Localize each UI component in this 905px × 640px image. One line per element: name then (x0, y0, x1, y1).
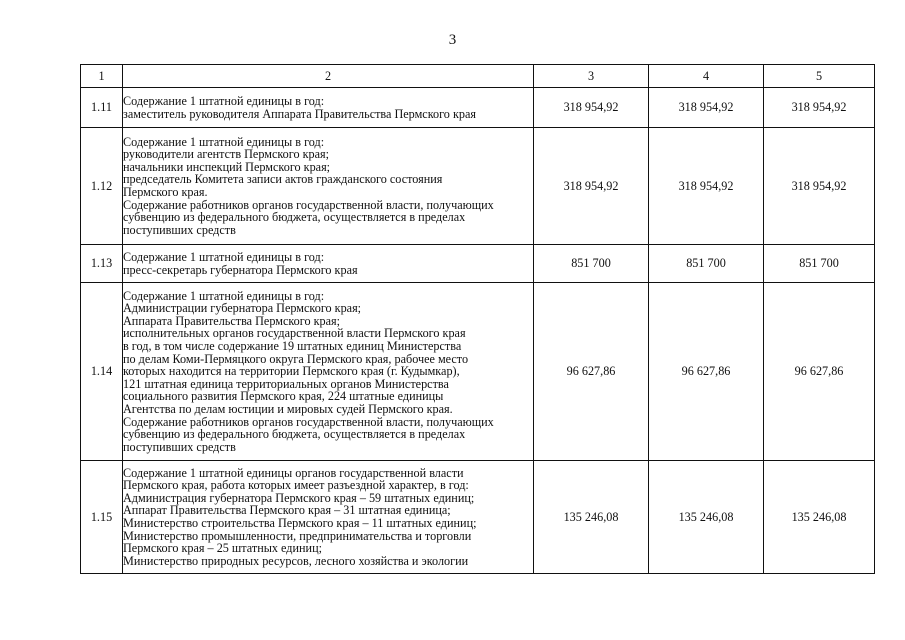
table-row (81, 283, 875, 461)
header-cell-5: 5 (764, 65, 875, 88)
description-line: 121 штатная единица территориальных органов Министерства (123, 376, 449, 391)
amount-col-3: 135 246,08 (534, 461, 649, 574)
description-line: Министерство промышленности, предпринимательства и торговли (123, 528, 472, 543)
description-line: Аппарат Правительства Пермского края – 31 штатная единица; (123, 503, 451, 518)
description-line: Администрации губернатора Пермского края; (123, 301, 362, 316)
description-line: начальники инспекций Пермского края; (123, 159, 331, 174)
row-description (123, 245, 534, 283)
amount-col-5: 135 246,08 (764, 461, 875, 574)
page-number: 3 (448, 32, 457, 48)
amount-col-3: 851 700 (534, 245, 649, 283)
description-line: Содержание работников органов государственной власти, получающих (123, 414, 494, 429)
description-line: Аппарата Правительства Пермского края; (123, 313, 341, 328)
row-number: 1.14 (81, 283, 123, 461)
amount-col-4: 96 627,86 (649, 283, 764, 461)
amount-col-5: 851 700 (764, 245, 875, 283)
description-line: Агентства по делам юстиции и мировых судей Пермского края. (123, 401, 453, 416)
description-line: Пермского края, работа которых имеет разъездной характер, в год: (123, 478, 469, 493)
amount-col-5: 318 954,92 (764, 128, 875, 245)
table-row (81, 245, 875, 283)
table-header-row (81, 65, 875, 88)
amount-col-4: 851 700 (649, 245, 764, 283)
header-cell-1: 1 (81, 65, 123, 88)
description-line: Администрация губернатора Пермского края – 59 штатных единиц; (123, 490, 475, 505)
amount-col-4: 318 954,92 (649, 128, 764, 245)
description-line: Содержание работников органов государственной власти, получающих (123, 197, 494, 212)
description-line: Министерство строительства Пермского края – 11 штатных единиц; (123, 516, 477, 530)
amount-col-5: 318 954,92 (764, 88, 875, 128)
description-line: социального развития Пермского края, 224 штатные единицы (123, 389, 444, 404)
description-line: которых находится на территории Пермского края (г. Кудымкар), (123, 364, 460, 379)
description-line: председатель Комитета записи актов гражданского состояния (123, 172, 443, 187)
description-line: по делам Коми-Пермяцкого округа Пермского края, рабочее место (123, 351, 469, 366)
header-cell-3: 3 (534, 65, 649, 88)
description-line: Пермского края – 25 штатных единиц; (123, 541, 322, 556)
row-number: 1.11 (81, 88, 123, 128)
description-line: руководители агентств Пермского края; (123, 147, 330, 162)
description-line: субвенцию из федерального бюджета, осуществляется в пределах (123, 210, 466, 225)
row-number: 1.15 (81, 461, 123, 574)
amount-col-5: 96 627,86 (764, 283, 875, 461)
description-line: поступивших средств (123, 222, 236, 237)
amount-col-3: 318 954,92 (534, 128, 649, 245)
header-cell-2: 2 (123, 65, 534, 88)
description-line: Министерство природных ресурсов, лесного хозяйства и экологии (123, 553, 469, 568)
description-line: Содержание 1 штатной единицы в год: (123, 134, 325, 149)
description-line: Содержание 1 штатной единицы органов государственной власти (123, 465, 464, 480)
row-number: 1.12 (81, 128, 123, 245)
description-line: в год, в том числе содержание 19 штатных единиц Министерства (123, 339, 462, 354)
amount-col-3: 318 954,92 (534, 88, 649, 128)
amount-col-4: 318 954,92 (649, 88, 764, 128)
table-row (81, 88, 875, 128)
row-description (123, 128, 534, 245)
table-row (81, 128, 875, 245)
row-description (123, 283, 534, 461)
description-line: субвенцию из федерального бюджета, осуществляется в пределах (123, 427, 466, 442)
header-cell-4: 4 (649, 65, 764, 88)
budget-table (80, 64, 875, 574)
description-line: поступивших средств (123, 439, 236, 454)
amount-col-3: 96 627,86 (534, 283, 649, 461)
row-number: 1.13 (81, 245, 123, 283)
description-line: Содержание 1 штатной единицы в год: (123, 93, 325, 108)
row-description (123, 461, 534, 574)
description-line: заместитель руководителя Аппарата Правительства Пермского края (123, 106, 476, 121)
description-line: исполнительных органов государственной власти Пермского края (123, 326, 466, 341)
description-line: Содержание 1 штатной единицы в год: (123, 249, 325, 264)
table-row (81, 461, 875, 574)
description-line: Пермского края. (123, 185, 208, 199)
description-line: пресс-секретарь губернатора Пермского края (123, 262, 358, 277)
amount-col-4: 135 246,08 (649, 461, 764, 574)
row-description (123, 88, 534, 128)
description-line: Содержание 1 штатной единицы в год: (123, 288, 325, 303)
